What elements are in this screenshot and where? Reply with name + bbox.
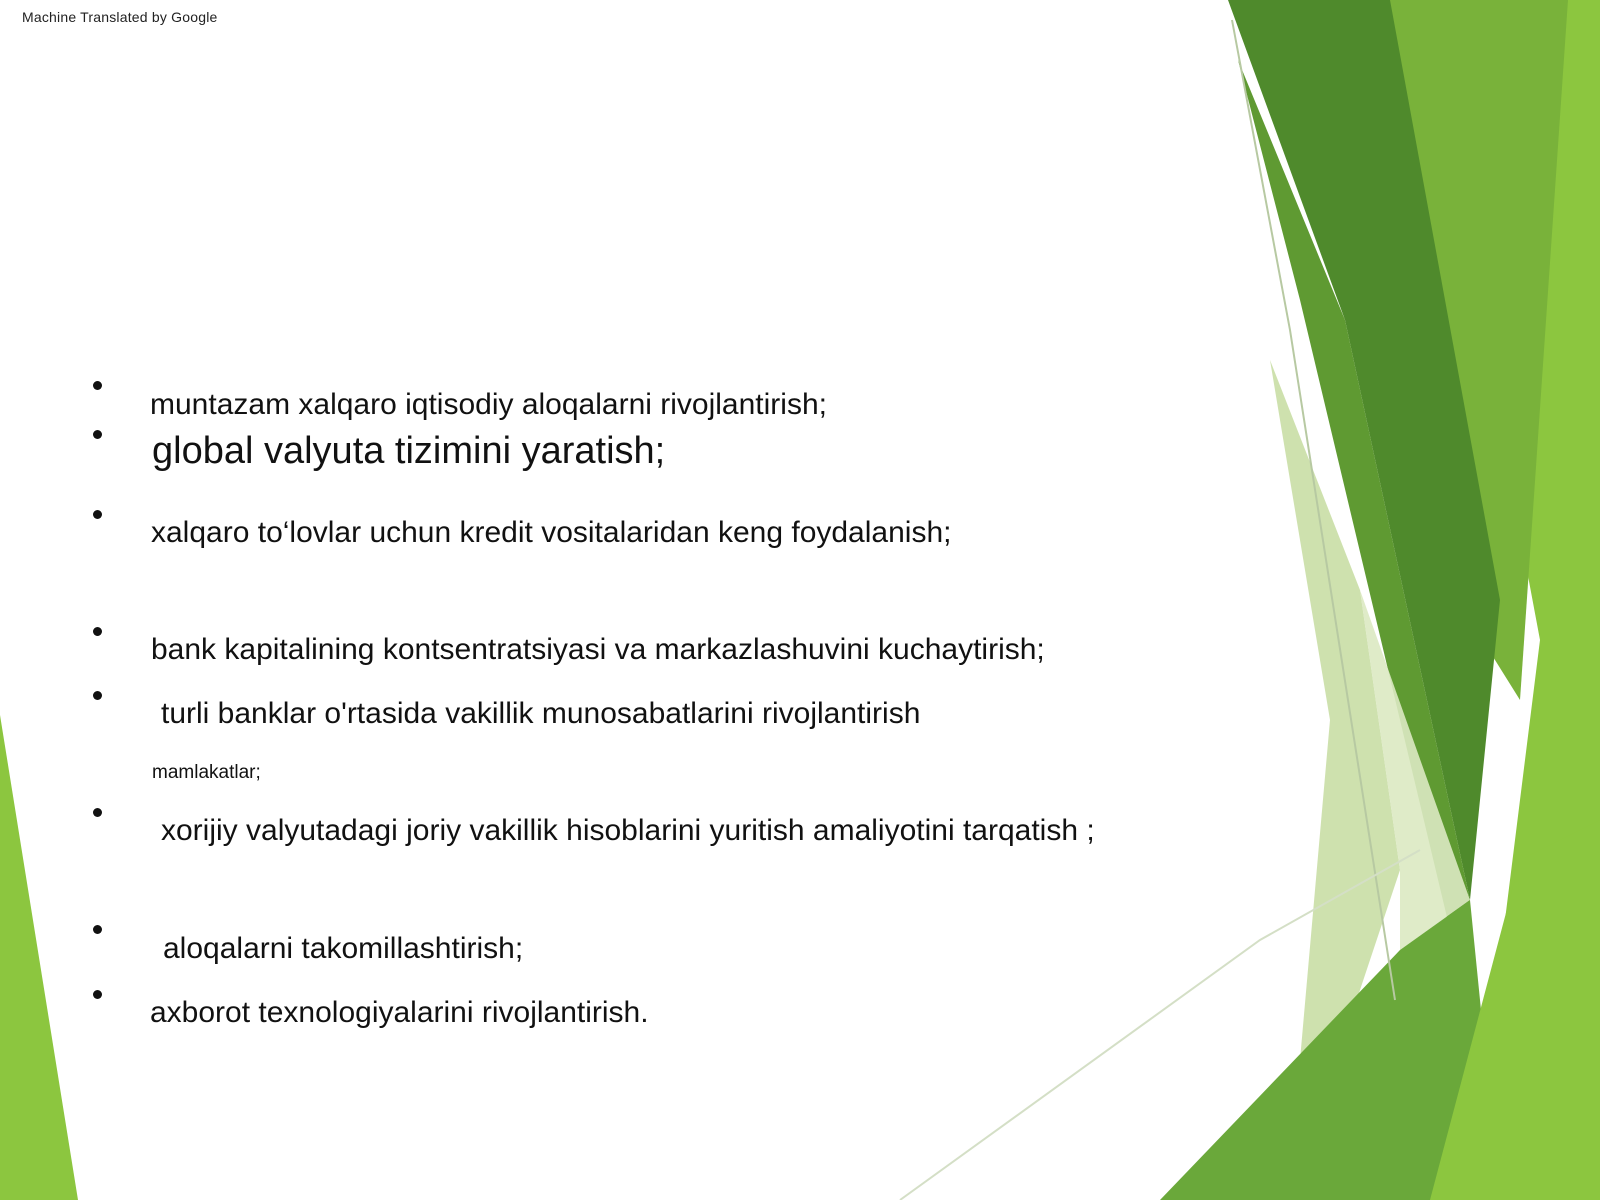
bullet-dot [93, 430, 102, 439]
bullet-dot [93, 808, 102, 817]
bullet-dot [93, 990, 102, 999]
list-item-8: axborot texnologiyalarini rivojlantirish. [150, 996, 649, 1029]
bullet-dot [93, 627, 102, 636]
list-item-3: xalqaro to‘lovlar uchun kredit vositalaridan keng foydalanish; [151, 516, 952, 549]
bullet-dot [93, 925, 102, 934]
list-item-4: bank kapitalining kontsentratsiyasi va markazlashuvini kuchaytirish; [151, 633, 1045, 666]
bullet-dot [93, 510, 102, 519]
list-item-6: xorijiy valyutadagi joriy vakillik hisoblarini yuritish amaliyotini tarqatish ; [161, 814, 1095, 847]
list-item-5: turli banklar o'rtasida vakillik munosabatlarini rivojlantirish [161, 697, 921, 730]
bullet-dot [93, 691, 102, 700]
machine-translated-watermark: Machine Translated by Google [22, 9, 218, 25]
list-item-7: aloqalarni takomillashtirish; [163, 932, 524, 965]
bullet-dot [93, 381, 102, 390]
list-item-2: global valyuta tizimini yaratish; [152, 430, 666, 472]
list-item-1: muntazam xalqaro iqtisodiy aloqalarni rivojlantirish; [150, 388, 827, 421]
facet-left [0, 715, 78, 1200]
list-item-5-continuation: mamlakatlar; [152, 762, 261, 783]
